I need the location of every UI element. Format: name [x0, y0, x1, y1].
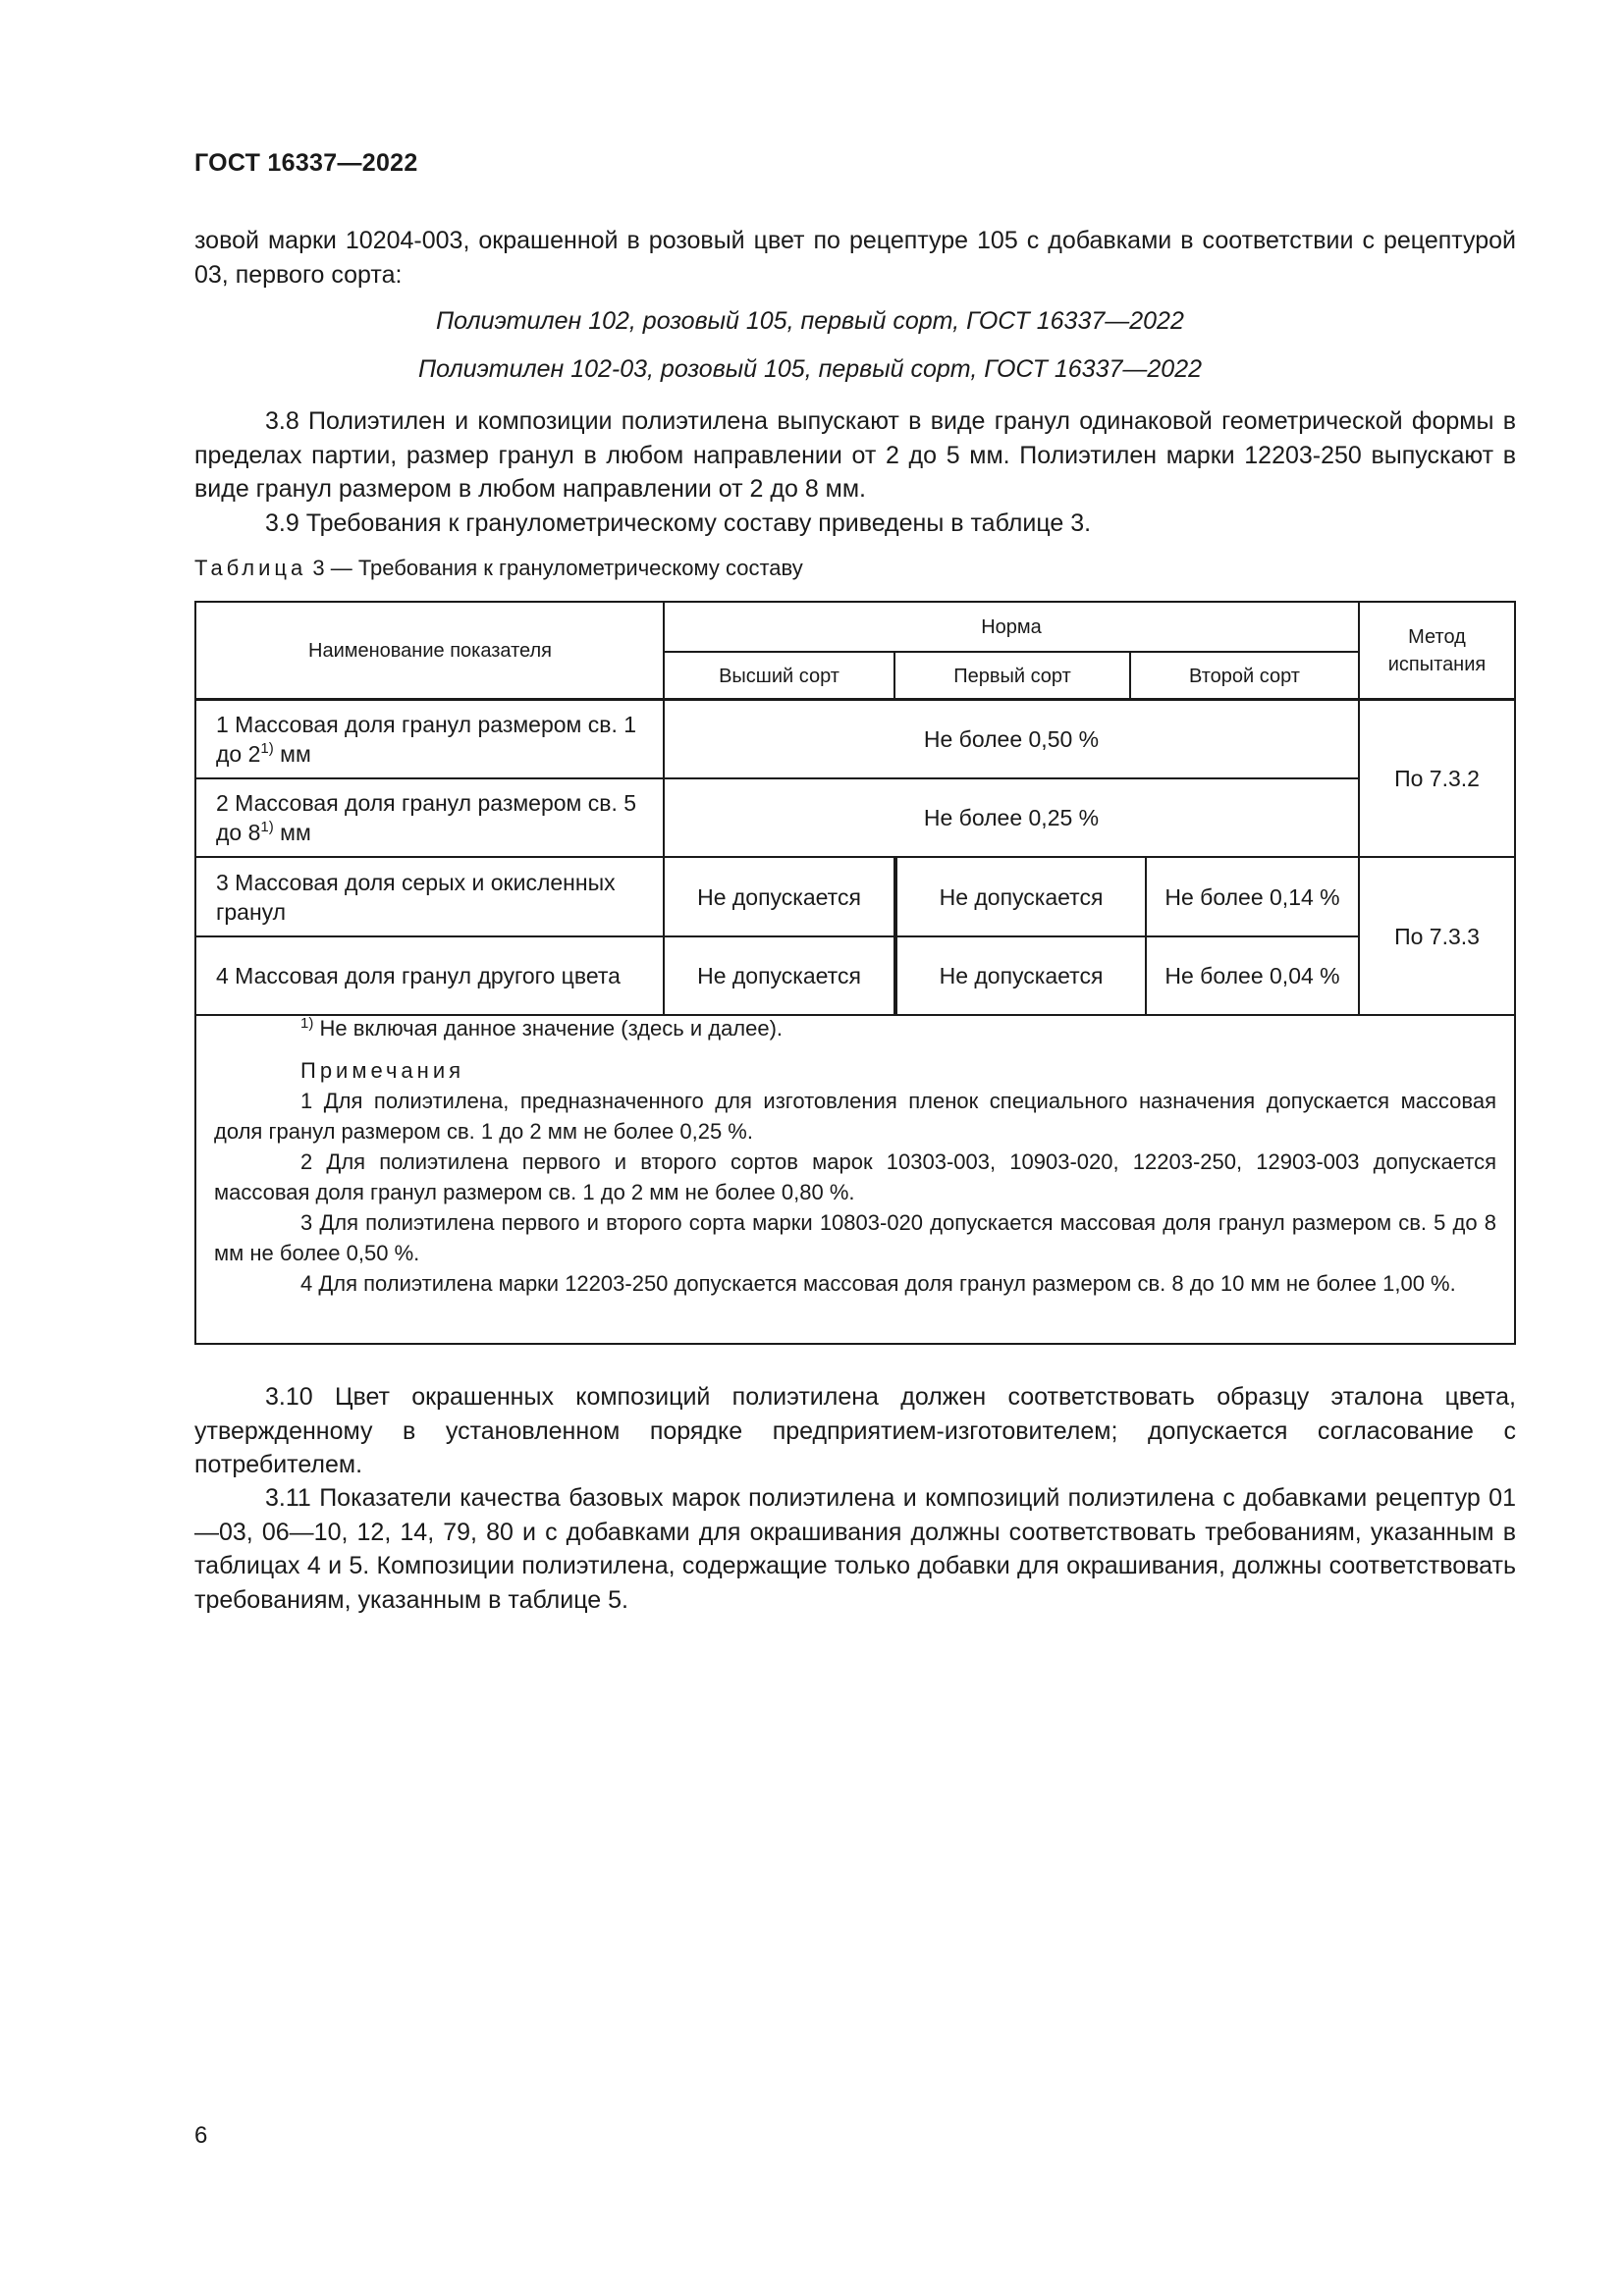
paragraph-3-9: 3.9 Требования к гранулометрическому составу приведены в таблице 3.: [265, 509, 1092, 537]
document-header: ГОСТ 16337—2022: [194, 149, 418, 177]
row-1-value: Не более 0,50 %: [923, 726, 1100, 752]
page-number: 6: [194, 2122, 208, 2149]
row-4-grade-top: Не допускается: [697, 963, 861, 988]
row-4-name: 4 Массовая доля гранул другого цвета: [216, 963, 621, 988]
notes-title: Примечания: [300, 1058, 465, 1083]
table-footnote: $^{1)}$ Не включая данное значение (здесь и далее).: [300, 1015, 784, 1041]
paragraph-3-10: 3.10 Цвет окрашенных композиций полиэтилена должен соответствовать образцу эталона цвета, утвержденному в установленном порядке предприятием-изготовителем; допускается согласование с потребителем.: [194, 1383, 1516, 1478]
table-caption-label: Таблица: [194, 556, 307, 580]
paragraph-3-11: 3.11 Показатели качества базовых марок полиэтилена и композиций полиэтилена с добавками рецептур 01—03, 06—10, 12, 14, 79, 80 и с добавками для окрашивания должны соответствовать требованиям, указанным в таблицах 4 и 5. Композиции полиэтилена, содержащие только добавки для окрашивания, должны соответствовать требованиям, указанным в таблице 5.: [194, 1484, 1516, 1614]
row-2-value: Не более 0,25 %: [923, 805, 1100, 830]
table-caption: [194, 556, 803, 581]
row-3-grade-first: Не допускается: [939, 883, 1104, 910]
table-caption-text: 3 — Требования к гранулометрическому составу: [306, 556, 803, 580]
header-grade-top: Высший сорт: [719, 665, 839, 687]
row-3-grade-second: Не более 0,14 %: [1164, 883, 1340, 910]
note-1: 1 Для полиэтилена, предназначенного для изготовления пленок специального назначения допускается массовая доля гранул размером св. 1 до 2 мм не более 0,25 %.: [214, 1089, 1496, 1144]
row-3-grade-top: Не допускается: [697, 883, 861, 910]
intro-paragraph: зовой марки 10204-003, окрашенной в розовый цвет по рецептуре 105 с добавками в соответствии с рецептурой 03, первого сорта:: [194, 227, 1516, 289]
row-1-name: 1 Массовая доля гранул размером св. 1 до 2$^{1)}$ мм: [216, 712, 637, 767]
granulometric-table: [194, 601, 1516, 1345]
table-notes: [214, 1013, 1496, 1299]
row-3-name: 3 Массовая доля серых и окисленных гранул: [216, 869, 616, 925]
header-grade-second: Второй сорт: [1189, 665, 1300, 687]
method-rows-1-2: По 7.3.2: [1394, 766, 1480, 791]
method-rows-3-4: По 7.3.3: [1394, 923, 1480, 949]
header-test-method: Метод испытания: [1387, 626, 1487, 675]
row-4-grade-first: Не допускается: [939, 963, 1104, 988]
note-2: 2 Для полиэтилена первого и второго сортов марок 10303-003, 10903-020, 12203-250, 12903-003 допускается массовая доля гранул размером св. 1 до 2 мм не более 0,80 %.: [214, 1149, 1496, 1204]
header-grade-first: Первый сорт: [953, 665, 1071, 687]
header-norm: Норма: [981, 615, 1042, 638]
note-3: 3 Для полиэтилена первого и второго сорта марки 10803-020 допускается массовая доля гранул размером св. 5 до 8 мм не более 0,50 %.: [214, 1210, 1496, 1265]
paragraph-3-8: 3.8 Полиэтилен и композиции полиэтилена выпускают в виде гранул одинаковой геометрической формы в пределах партии, размер гранул в любом направлении от 2 до 5 мм. Полиэтилен марки 12203-250 выпускают в виде гранул размером в любом направлении от 2 до 8 мм.: [194, 407, 1516, 503]
row-4-grade-second: Не более 0,04 %: [1164, 963, 1340, 988]
note-4: 4 Для полиэтилена марки 12203-250 допускается массовая доля гранул размером св. 8 до 10 мм не более 1,00 %.: [300, 1271, 1456, 1296]
designation-example-2: Полиэтилен 102-03, розовый 105, первый сорт, ГОСТ 16337—2022: [418, 355, 1202, 383]
row-2-name: 2 Массовая доля гранул размером св. 5 до 8$^{1)}$ мм: [216, 790, 637, 845]
header-indicator-name: Наименование показателя: [308, 640, 552, 662]
designation-example-1: Полиэтилен 102, розовый 105, первый сорт, ГОСТ 16337—2022: [436, 307, 1184, 335]
